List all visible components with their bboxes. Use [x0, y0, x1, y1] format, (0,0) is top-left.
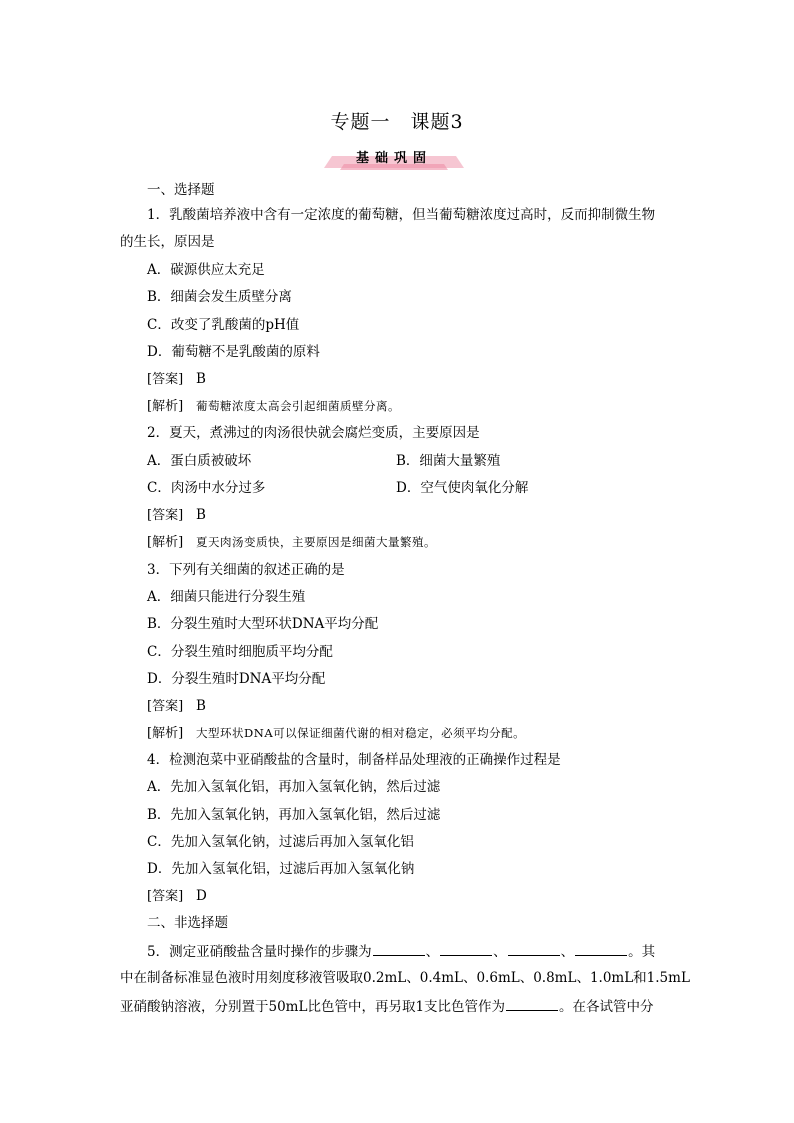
- q5-line3-text-end: 。在各试管中分: [559, 999, 654, 1015]
- separator: 、: [493, 944, 507, 960]
- q1-answer: [147, 370, 206, 389]
- q2-answer: [147, 506, 206, 525]
- separator: 、: [560, 944, 575, 960]
- q2-analysis: [147, 533, 436, 552]
- q2-option-d: D．空气使肉氧化分解: [396, 480, 529, 496]
- q2-option-b: B．细菌大量繁殖: [396, 453, 501, 469]
- fill-blank: [508, 942, 560, 956]
- q5-text-part1: 5．测定亚硝酸盐含量时操作的步骤为: [147, 944, 372, 960]
- answer-tag: [答案]: [147, 889, 184, 904]
- q5-line2: 中在制备标准显色液时用刻度移液管吸取0.2mL、0.4mL、0.6mL、0.8mL、1.0mL和1.5mL: [120, 970, 690, 986]
- answer-tag: [答案]: [147, 699, 184, 714]
- q4-option-c: C．先加入氢氧化钠，过滤后再加入氢氧化铝: [147, 834, 414, 850]
- answer-value: D: [196, 888, 207, 904]
- q5-text-part2: 。其: [628, 944, 656, 960]
- q3-option-a: A．细菌只能进行分裂生殖: [147, 589, 306, 605]
- section-badge: [318, 144, 470, 172]
- separator: 、: [425, 944, 440, 960]
- answer-tag: [答案]: [147, 372, 184, 387]
- q3-option-d: D．分裂生殖时DNA平均分配: [147, 671, 326, 687]
- q1-option-d: D．葡萄糖不是乳酸菌的原料: [147, 344, 320, 360]
- page-title: 专题一 课题3: [330, 111, 464, 133]
- q2-stem: 2．夏天，煮沸过的肉汤很快就会腐烂变质，主要原因是: [147, 425, 480, 441]
- q1-stem: 1．乳酸菌培养液中含有一定浓度的葡萄糖，但当葡萄糖浓度过高时，反而抑制微生物: [147, 207, 656, 223]
- analysis-text: 大型环状DNA可以保证细菌代谢的相对稳定，必须平均分配。: [196, 726, 526, 740]
- q3-analysis: [147, 724, 525, 743]
- fill-blank: [506, 997, 558, 1011]
- q1-option-b: B．细菌会发生质壁分离: [147, 289, 292, 305]
- q3-answer: [147, 697, 206, 716]
- q1-analysis: [147, 397, 400, 416]
- fill-blank: [440, 942, 492, 956]
- fill-blank: [575, 942, 627, 956]
- q1-option-c: C．改变了乳酸菌的pH值: [147, 317, 300, 333]
- fill-blank: [373, 942, 425, 956]
- answer-value: B: [196, 507, 206, 523]
- q2-option-c: C．肉汤中水分过多: [147, 480, 266, 496]
- q3-stem: 3．下列有关细菌的叙述正确的是: [147, 562, 345, 578]
- analysis-tag: [解析]: [147, 726, 184, 741]
- section-heading-nonchoice: 二、非选择题: [147, 915, 228, 931]
- answer-tag: [答案]: [147, 508, 184, 523]
- q5-stem: [147, 942, 655, 961]
- q4-option-a: A．先加入氢氧化铝，再加入氢氧化钠，然后过滤: [147, 779, 441, 795]
- q1-option-a: A．碳源供应太充足: [147, 262, 265, 278]
- analysis-tag: [解析]: [147, 399, 184, 414]
- q1-stem-cont: 的生长，原因是: [120, 234, 215, 250]
- q5-line3: [120, 997, 654, 1016]
- badge-label: 基础巩固: [355, 151, 432, 166]
- q4-answer: [147, 887, 207, 906]
- answer-value: B: [196, 371, 206, 387]
- section-heading-choice: 一、选择题: [147, 182, 215, 198]
- q3-option-c: C．分裂生殖时细胞质平均分配: [147, 644, 333, 660]
- analysis-text: 夏天肉汤变质快，主要原因是细菌大量繁殖。: [196, 535, 437, 549]
- q2-option-a: A．蛋白质被破坏: [147, 453, 252, 469]
- q4-option-d: D．先加入氢氧化铝，过滤后再加入氢氧化钠: [147, 861, 415, 877]
- q4-option-b: B．先加入氢氧化钠，再加入氢氧化铝，然后过滤: [147, 807, 441, 823]
- analysis-tag: [解析]: [147, 535, 184, 550]
- q4-stem: 4．检测泡菜中亚硝酸盐的含量时，制备样品处理液的正确操作过程是: [147, 752, 561, 768]
- analysis-text: 葡萄糖浓度太高会引起细菌质壁分离。: [196, 399, 401, 413]
- q3-option-b: B．分裂生殖时大型环状DNA平均分配: [147, 616, 379, 632]
- q5-line3-text: 亚硝酸钠溶液，分别置于50mL比色管中，再另取1支比色管作为: [120, 999, 506, 1015]
- answer-value: B: [196, 698, 206, 714]
